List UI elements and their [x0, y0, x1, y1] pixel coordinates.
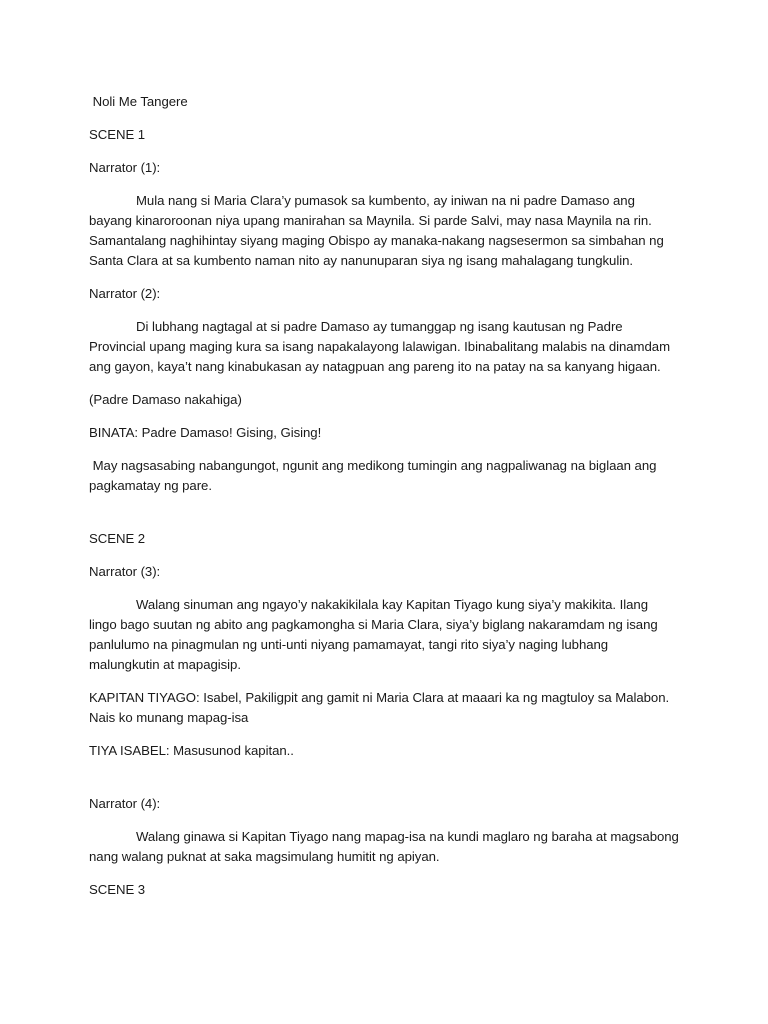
- narration-paragraph: Mula nang si Maria Clara’y pumasok sa kumbento, ay iniwan na ni padre Damaso ang bayang kinaroroonan niya upang manirahan sa Maynila. Si parde Salvi, may nasa Maynila na rin. Samantalang naghihintay siyang maging Obispo ay manaka-nakang nagsesermon sa simbahan ng Santa Clara at sa kumbento naman nito ay nanunuparan siya ng isang mahalagang tungkulin.: [89, 193, 664, 268]
- narration-paragraph: Di lubhang nagtagal at si padre Damaso ay tumanggap ng isang kautusan ng Padre Provincial upang maging kura sa isang napakalayong lalawigan. Ibinabalitang malabis na dinamdam ang gayon, kaya’t nang kinabukasan ay natagpuan ang pareng ito na patay na sa kanyang higaan.: [89, 319, 671, 374]
- dialogue-line: KAPITAN TIYAGO: Isabel, Pakiligpit ang gamit ni Maria Clara at maaari ka ng magtuloy sa Malabon. Nais ko munang mapag-isa: [89, 690, 673, 725]
- stage-direction: (Padre Damaso nakahiga): [89, 392, 242, 407]
- scene-heading: SCENE 3: [89, 882, 146, 897]
- scene-heading: SCENE 2: [89, 531, 146, 546]
- narration-line: May nagsasabing nabangungot, ngunit ang medikong tumingin ang nagpaliwanag na biglaan ang pagkamatay ng pare.: [89, 458, 661, 493]
- narration-paragraph: Walang sinuman ang ngayo’y nakakikilala kay Kapitan Tiyago kung siya’y makikita. Ilang lingo bago suutan ng abito ang pagkamongha si Maria Clara, siya’y biglang nakaramdam ng isang panlulumo na pinagmulan ng unti-unti niyang pamamayat, tangi rito siya’y naging lubhang malungkutin at mapagisip.: [89, 597, 658, 672]
- speaker-label: Narrator (3):: [89, 564, 161, 579]
- scene-heading: SCENE 1: [89, 127, 146, 142]
- narration-paragraph: Walang ginawa si Kapitan Tiyago nang mapag-isa na kundi maglaro ng baraha at magsabong nang walang puknat at saka magsimulang humitit ng apiyan.: [89, 829, 679, 864]
- dialogue-line: TIYA ISABEL: Masusunod kapitan..: [89, 743, 294, 758]
- speaker-label: Narrator (2):: [89, 286, 161, 301]
- speaker-label: Narrator (4):: [89, 796, 161, 811]
- document-title: Noli Me Tangere: [89, 94, 188, 109]
- speaker-label: Narrator (1):: [89, 160, 161, 175]
- dialogue-line: BINATA: Padre Damaso! Gising, Gising!: [89, 425, 322, 440]
- document-page: [89, 92, 679, 913]
